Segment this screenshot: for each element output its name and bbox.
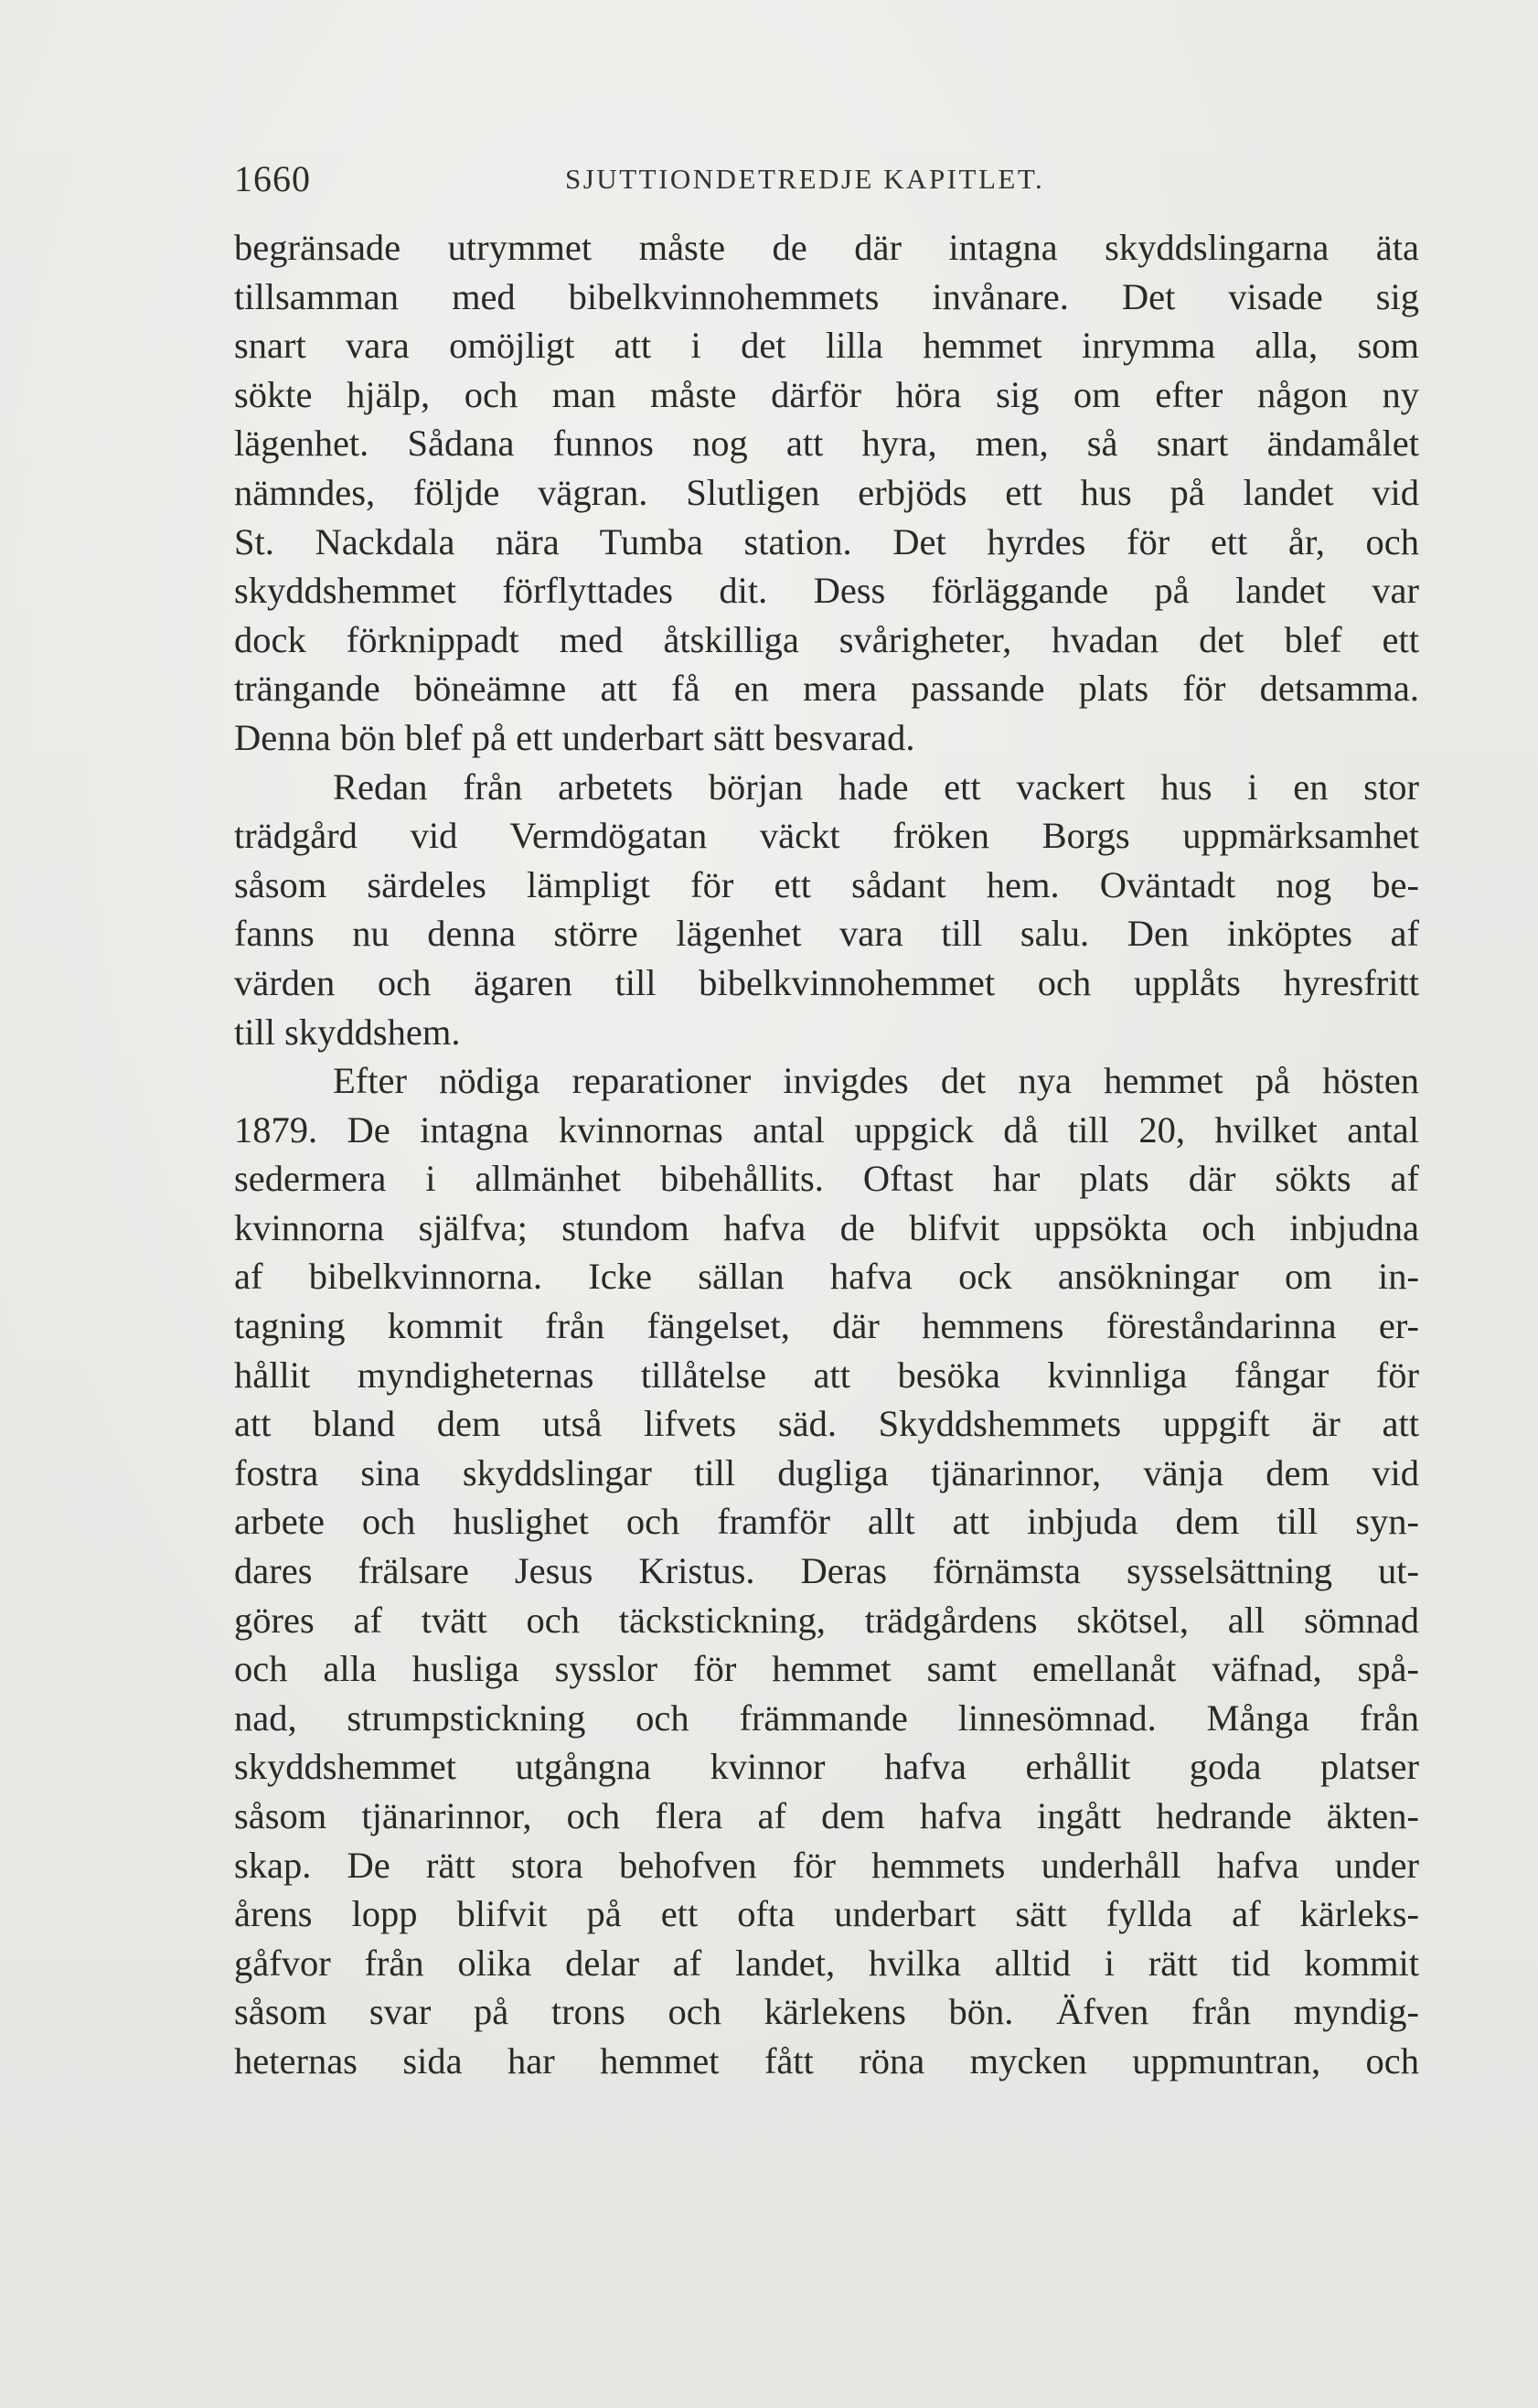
text-line: fanns nu denna större lägenhet vara till salu. Den inköptes af [234, 913, 1419, 955]
text-line: såsom svar på trons och kärlekens bön. Äfven från myndig- [234, 1991, 1419, 2033]
text-line: skap. De rätt stora behofven för hemmets underhåll hafva under [234, 1844, 1419, 1886]
text-line: lägenhet. Sådana funnos nog att hyra, men, så snart ändamålet [234, 423, 1419, 465]
text-line: hållit myndigheternas tillåtelse att besöka kvinnliga fångar för [234, 1354, 1419, 1396]
text-line: dares frälsare Jesus Kristus. Deras förnämsta sysselsättning ut- [234, 1550, 1419, 1592]
text-line: trängande böneämne att få en mera passande plats för detsamma. [234, 668, 1419, 710]
page-number: 1660 [234, 158, 311, 199]
text-line: sedermera i allmänhet bibehållits. Oftast har plats där sökts af [234, 1158, 1419, 1200]
text-line: trädgård vid Vermdögatan väckt fröken Borgs uppmärksamhet [234, 815, 1419, 857]
text-line-paragraph-start: Efter nödiga reparationer invigdes det nya hemmet på hösten [333, 1060, 1419, 1102]
text-line: fostra sina skyddslingar till dugliga tjänarinnor, vänja dem vid [234, 1451, 1419, 1493]
text-line-paragraph-end: till skyddshem. [234, 1011, 461, 1053]
text-line: att bland dem utså lifvets säd. Skyddshemmets uppgift är att [234, 1403, 1419, 1445]
text-line-paragraph-start: Redan från arbetets början hade ett vackert hus i en stor [333, 765, 1419, 808]
text-line: begränsade utrymmet måste de där intagna skyddslingarna äta [234, 227, 1419, 268]
running-head: SJUTTIONDETREDJE KAPITLET. [565, 163, 1045, 195]
text-line: gåfvor från olika delar af landet, hvilka alltid i rätt tid kommit [234, 1942, 1419, 1984]
body-text [234, 223, 1419, 2086]
text-line: heternas sida har hemmet fått röna mycken uppmuntran, och [234, 2039, 1419, 2082]
text-line-paragraph-end: Denna bön blef på ett underbart sätt besvarad. [234, 716, 915, 758]
text-line: värden och ägaren till bibelkvinnohemmet och upplåts hyresfritt [234, 961, 1419, 1003]
text-line: 1879. De intagna kvinnornas antal uppgick då till 20, hvilket antal [234, 1108, 1419, 1150]
text-line: såsom särdeles lämpligt för ett sådant hem. Oväntadt nog be- [234, 863, 1419, 905]
text-line: såsom tjänarinnor, och flera af dem hafva ingått hedrande äkten- [234, 1795, 1419, 1836]
text-line: arbete och huslighet och framför allt att inbjuda dem till syn- [234, 1501, 1419, 1543]
text-line: sökte hjälp, och man måste därför höra sig om efter någon ny [234, 373, 1419, 415]
text-line: St. Nackdala nära Tumba station. Det hyrdes för ett år, och [234, 520, 1419, 562]
text-line: och alla husliga sysslor för hemmet samt emellanåt väfnad, spå- [234, 1648, 1419, 1690]
text-line: snart vara omöjligt att i det lilla hemmet inrymma alla, som [234, 325, 1419, 367]
text-line: årens lopp blifvit på ett ofta underbart sätt fyllda af kärleks- [234, 1893, 1419, 1935]
text-line: nämndes, följde vägran. Slutligen erbjöds ett hus på landet vid [234, 471, 1419, 513]
text-line: nad, strumpstickning och främmande linnesömnad. Många från [234, 1696, 1419, 1739]
text-line: af bibelkvinnorna. Icke sällan hafva ock ansökningar om in- [234, 1256, 1419, 1298]
text-line: dock förknippadt med åtskilliga svårigheter, hvadan det blef ett [234, 618, 1419, 660]
text-line: skyddshemmet utgångna kvinnor hafva erhållit goda platser [234, 1746, 1419, 1788]
text-line: tillsamman med bibelkvinnohemmets invånare. Det visade sig [234, 275, 1419, 317]
page-header [234, 157, 1423, 212]
text-line: kvinnorna själfva; stundom hafva de blifvit uppsökta och inbjudna [234, 1206, 1419, 1248]
text-line: göres af tvätt och täckstickning, trädgårdens skötsel, all sömnad [234, 1599, 1419, 1641]
text-line: skyddshemmet förflyttades dit. Dess förläggande på landet var [234, 570, 1419, 612]
text-line: tagning kommit från fängelset, där hemmens föreståndarinna er- [234, 1305, 1419, 1347]
